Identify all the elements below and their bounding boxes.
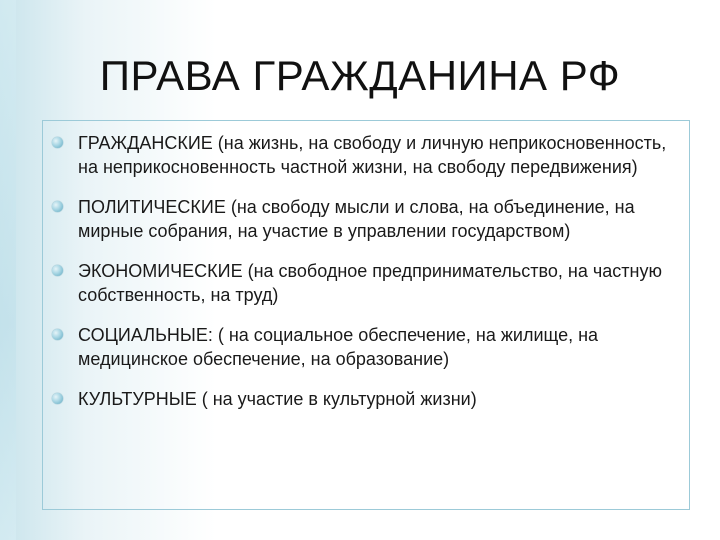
bullet-list [50, 131, 690, 427]
bullet-social-rights [50, 323, 690, 371]
bullet-text: КУЛЬТУРНЫЕ ( на участие в культурной жизни) [78, 389, 477, 409]
bullet-text: ПОЛИТИЧЕСКИЕ (на свободу мысли и слова, на объединение, на мирные собрания, на участие в управлении государством) [78, 197, 635, 241]
bullet-political-rights [50, 195, 690, 243]
bullet-text: СОЦИАЛЬНЫЕ: ( на социальное обеспечение, на жилище, на медицинское обеспечение, на образование) [78, 325, 599, 369]
bullet-cultural-rights [50, 387, 690, 411]
bullet-economic-rights [50, 259, 690, 307]
bullet-civil-rights [50, 131, 690, 179]
bullet-text: ГРАЖДАНСКИЕ (на жизнь, на свободу и личную неприкосновенность, на неприкосновенность частной жизни, на свободу передвижения) [78, 133, 667, 177]
bullet-dot-icon [52, 137, 63, 148]
bullet-dot-icon [52, 201, 63, 212]
bullet-dot-icon [52, 265, 63, 276]
bullet-dot-icon [52, 393, 63, 404]
slide-title: ПРАВА ГРАЖДАНИНА РФ [99, 52, 621, 99]
bullet-dot-icon [52, 329, 63, 340]
bullet-text: ЭКОНОМИЧЕСКИЕ (на свободное предпринимательство, на частную собственность, на труд) [78, 261, 662, 305]
